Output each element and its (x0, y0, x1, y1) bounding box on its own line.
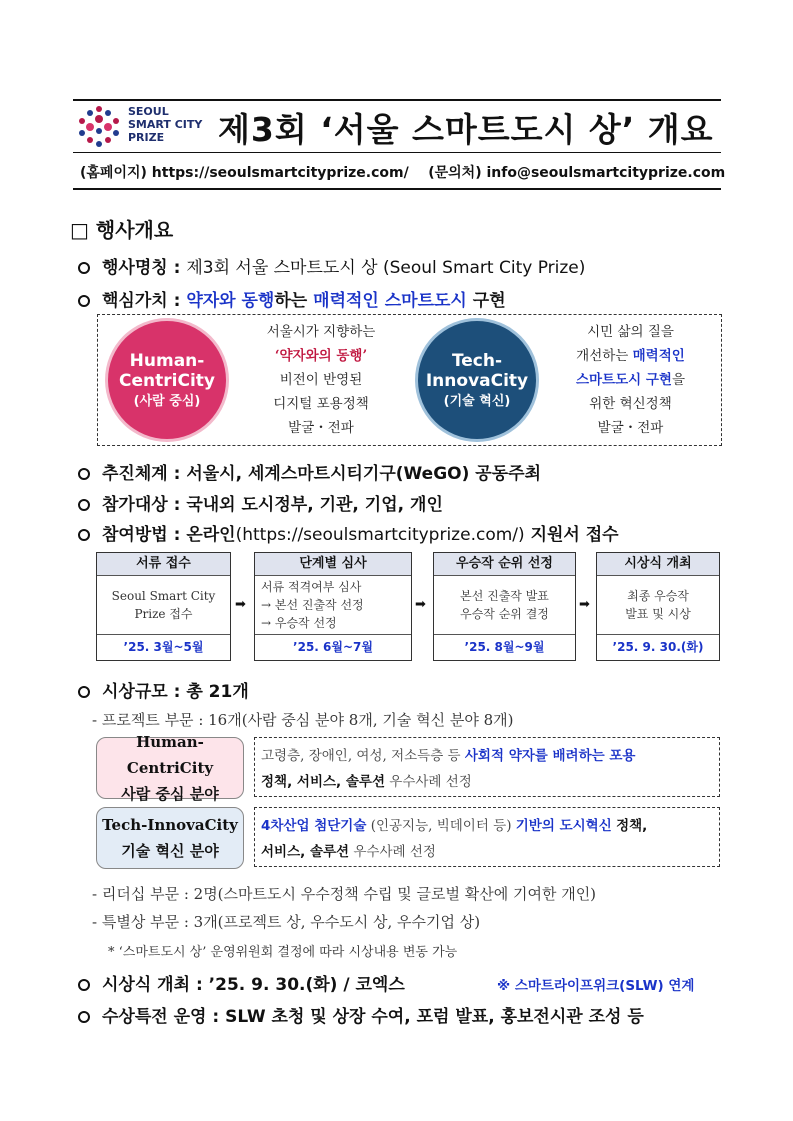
core-value-part4: 구현 (472, 291, 506, 311)
desc-bold: 정책, 서비스, 솔루션 (261, 774, 385, 790)
contact-line (80, 162, 725, 182)
step-body-line: → 우승작 선정 (261, 616, 337, 630)
process-step-3 (433, 552, 576, 661)
step-body-line: Seoul Smart City (111, 589, 216, 603)
step-title: 단계별 심사 (255, 553, 411, 576)
logo-line-1: SEOUL (128, 105, 169, 118)
section-box: □ (70, 218, 89, 242)
step-date: ’25. 6월~7월 (293, 640, 373, 654)
organizer-label: 추진체계 : (102, 464, 181, 484)
tech-description (548, 320, 713, 440)
human-circle-line1: Human- (129, 350, 205, 371)
category-name-ko: 사람 중심 분야 (121, 785, 219, 803)
tech-desc-line: 위한 혁신정책 (589, 396, 672, 412)
core-value-item (78, 286, 506, 311)
step-body-line: → 본선 진출작 선정 (261, 598, 364, 612)
header-bottom-rule (73, 188, 721, 190)
section-title: 행사개요 (95, 218, 174, 242)
step-body-line: 서류 적격여부 심사 (261, 580, 362, 594)
tech-circle-line3: (기술 혁신) (443, 393, 511, 409)
human-desc-line: ‘약자와의 동행’ (274, 348, 368, 364)
step-body-line: 최종 우승작 (627, 589, 689, 603)
homepage-link[interactable]: https://seoulsmartcityprize.com/ (151, 165, 409, 181)
ceremony-label: 시상식 개최 : (102, 975, 203, 995)
human-circle-line3: (사람 중심) (133, 393, 201, 409)
contact-label: (문의처) (428, 165, 482, 181)
category-name-ko: 기술 혁신 분야 (121, 842, 219, 860)
desc-text: 우수사례 선정 (389, 774, 472, 790)
process-arrow-icon: ➡ (579, 597, 590, 612)
human-centricity-circle (108, 321, 226, 439)
ceremony-note: ※ 스마트라이프위크(SLW) 연계 (497, 978, 695, 994)
tech-circle-line1: Tech- (451, 350, 503, 371)
step-date: ’25. 3월~5월 (123, 640, 204, 654)
special-category-line: - 특별상 부문 : 3개(프로젝트 상, 우수도시 상, 우수기업 상) (92, 913, 481, 931)
step-body (255, 576, 411, 635)
desc-text: 고령층, 장애인, 여성, 저소득층 등 (261, 748, 461, 764)
step-body-line: Prize 접수 (134, 607, 193, 621)
method-label: 참여방법 : (102, 525, 181, 545)
top-rule (73, 99, 721, 101)
step-body (434, 576, 575, 635)
tech-category-label (96, 807, 244, 869)
ceremony-value: ’25. 9. 30.(화) / 코엑스 (208, 975, 405, 995)
tech-desc-highlight: 스마트도시 구현 (575, 372, 672, 388)
step-body (97, 576, 230, 635)
process-step-4 (596, 552, 720, 661)
page-title: 제3회 ‘서울 스마트도시 상’ 개요 (218, 110, 714, 149)
award-scale-value: 총 21개 (186, 682, 249, 702)
step-body-line: 우승작 순위 결정 (460, 607, 549, 621)
award-scale-item (78, 677, 249, 702)
benefit-label: 수상특전 운영 : (102, 1007, 220, 1027)
core-value-label: 핵심가치 : (102, 291, 181, 311)
benefit-item (78, 1002, 644, 1027)
core-value-part1: 약자와 동행 (186, 291, 275, 311)
logo-line-3: PRIZE (128, 131, 165, 144)
benefit-value: SLW 초청 및 상장 수여, 포럼 발표, 홍보전시관 조성 등 (225, 1007, 644, 1027)
core-value-part2: 하는 (274, 291, 308, 311)
step-body-line: 발표 및 시상 (625, 607, 691, 621)
desc-text: (인공지능, 빅데이터 등) (370, 818, 512, 834)
leadership-category-line: - 리더십 부문 : 2명(스마트도시 우수정책 수립 및 글로벌 확산에 기여한 개인) (92, 885, 597, 903)
core-value-part3: 매력적인 스마트도시 (313, 291, 467, 311)
participant-value: 국내외 도시정부, 기관, 기업, 개인 (186, 495, 443, 515)
tech-circle-line2: InnovaCity (425, 371, 529, 392)
desc-bold: 정책, (616, 818, 648, 834)
award-scale-label: 시상규모 : (102, 682, 181, 702)
organizer-value: 서울시, 세계스마트시티기구(WeGO) 공동주최 (186, 464, 541, 484)
desc-highlight: 기반의 도시혁신 (515, 818, 612, 834)
step-date: ’25. 8월~9월 (464, 640, 545, 654)
tech-desc-text: 을 (671, 372, 686, 388)
method-value-3: 지원서 접수 (530, 525, 619, 545)
logo-line-2: SMART CITY (128, 118, 203, 131)
seoul-prize-logo-icon (76, 103, 122, 149)
process-step-1 (96, 552, 231, 661)
step-title: 우승작 순위 선정 (434, 553, 575, 576)
organizer-item (78, 459, 541, 484)
method-value-1: 온라인 (186, 525, 236, 545)
step-title: 서류 접수 (97, 553, 230, 576)
method-item (78, 520, 619, 545)
human-desc-line: 서울시가 지향하는 (266, 324, 376, 340)
human-category-label (96, 733, 244, 803)
step-date: ’25. 9. 30.(화) (612, 640, 704, 654)
logo (76, 103, 206, 149)
category-name-en: Tech-InnovaCity (102, 816, 238, 834)
human-desc-line: 발굴・전파 (288, 420, 354, 436)
process-arrow-icon: ➡ (415, 597, 426, 612)
step-title: 시상식 개최 (597, 553, 719, 576)
title-rule (73, 152, 721, 153)
human-description (236, 320, 406, 440)
human-circle-line2: CentriCity (119, 371, 215, 392)
process-arrow-icon: ➡ (235, 597, 246, 612)
tech-desc-line: 시민 삶의 질을 (587, 324, 674, 340)
human-desc-line: 비전이 반영된 (279, 372, 363, 388)
participant-label: 참가대상 : (102, 495, 181, 515)
desc-highlight: 사회적 약자를 배려하는 포용 (464, 748, 636, 764)
tech-desc-highlight: 매력적인 (632, 348, 685, 364)
event-name-value: 제3회 서울 스마트도시 상 (Seoul Smart City Prize) (186, 258, 586, 278)
step-body (597, 576, 719, 635)
category-name-en: Human-CentriCity (126, 733, 214, 777)
desc-bold: 서비스, 솔루션 (261, 844, 350, 860)
method-url[interactable]: (https://seoulsmartcityprize.com/) (235, 525, 525, 545)
tech-desc-line: 발굴・전파 (597, 420, 664, 436)
contact-email[interactable]: info@seoulsmartcityprize.com (486, 165, 726, 181)
ceremony-item (78, 970, 405, 995)
project-category-line: - 프로젝트 부문 : 16개(사람 중심 분야 8개, 기술 혁신 분야 8개) (92, 711, 514, 729)
process-step-2 (254, 552, 412, 661)
award-note: * ‘스마트도시 상’ 운영위원회 결정에 따라 시상내용 변동 가능 (108, 945, 458, 960)
tech-innovacity-circle (418, 321, 536, 439)
event-name-item (78, 253, 585, 278)
human-category-desc (254, 737, 720, 797)
desc-highlight: 4차산업 첨단기술 (261, 818, 367, 834)
participant-item (78, 490, 443, 515)
section-heading (70, 214, 173, 243)
human-desc-line: 디지털 포용정책 (273, 396, 369, 412)
desc-text: 우수사례 선정 (353, 844, 436, 860)
tech-category-desc (254, 807, 720, 867)
step-body-line: 본선 진출작 발표 (460, 589, 549, 603)
homepage-label: (홈페이지) (80, 165, 147, 181)
tech-desc-text: 개선하는 (576, 348, 629, 364)
event-name-label: 행사명칭 : (102, 258, 181, 278)
